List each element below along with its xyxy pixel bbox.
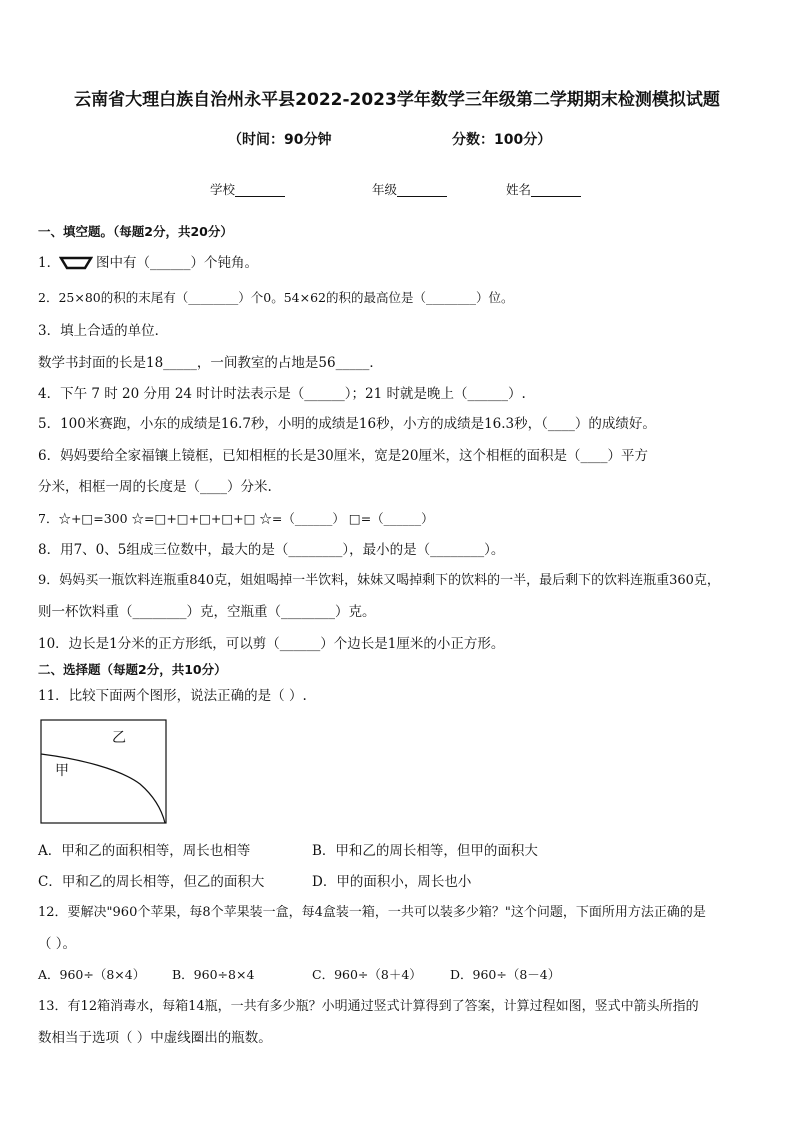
question-10: 10．边长是1分米的正方形纸，可以剪（______）个边长是1厘米的小正方形。 (38, 636, 505, 652)
school-blank[interactable] (235, 182, 285, 197)
exam-score: 分数：100分） (452, 132, 552, 148)
grade-blank[interactable] (397, 182, 447, 197)
grade-label: 年级 (372, 182, 398, 197)
question-1-number: 1． (38, 255, 61, 271)
page-title: 云南省大理白族自治州永平县2022-2023学年数学三年级第二学期期末检测模拟试题 (74, 90, 720, 110)
name-blank[interactable] (531, 182, 581, 197)
question-3-line: 数学书封面的长是18_____，一间教室的占地是56_____． (38, 355, 383, 371)
question-13-line-2: 数相当于选项（ ）中虚线圈出的瓶数。 (38, 1030, 272, 1046)
q11-option-b[interactable]: B．甲和乙的周长相等，但甲的面积大 (312, 843, 538, 859)
section-2-heading: 二、选择题（每题2分，共10分） (38, 662, 227, 677)
question-7: 7．☆+□=300 ☆=□+□+□+□+□ ☆=（______） □=（______） (38, 511, 434, 526)
q11-option-a[interactable]: A．甲和乙的面积相等，周长也相等 (38, 843, 251, 859)
figure-label-a: 甲 (55, 763, 69, 779)
name-label: 姓名 (506, 182, 532, 197)
question-6-line-1: 6．妈妈要给全家福镶上镜框，已知相框的长是30厘米，宽是20厘米，这个相框的面积是（____）平方 (38, 448, 648, 464)
q12-option-d[interactable]: D．960÷（8－4） (450, 967, 561, 982)
question-8: 8．用7、0、5组成三位数中，最大的是（________），最小的是（________）。 (38, 542, 505, 558)
question-12-line-2: （ ）。 (38, 936, 77, 952)
exam-time: （时间：90分钟 (228, 132, 332, 148)
question-12-line-1: 12．要解决"960个苹果，每8个苹果装一盒，每4盒装一箱，一共可以装多少箱？"这个问题，下面所用方法正确的是 (38, 905, 706, 920)
figure-label-b: 乙 (112, 730, 126, 746)
school-label: 学校 (210, 182, 236, 197)
q12-option-a[interactable]: A．960÷（8×4） (38, 967, 146, 982)
q12-option-b[interactable]: B．960÷8×4 (172, 967, 255, 982)
question-11: 11．比较下面两个图形，说法正确的是（ ）. (38, 688, 307, 704)
section-1-heading: 一、填空题。（每题2分，共20分） (38, 224, 233, 239)
name-field (506, 180, 581, 200)
question-1-text: 图中有（______）个钝角。 (96, 255, 258, 271)
grade-field (372, 180, 447, 200)
trapezoid-icon (59, 256, 93, 270)
q12-option-c[interactable]: C．960÷（8＋4） (312, 967, 422, 982)
q11-option-d[interactable]: D．甲的面积小，周长也小 (312, 874, 472, 890)
question-4: 4．下午 7 时 20 分用 24 时计时法表示是（______）；21 时就是晚上（______）. (38, 386, 526, 402)
school-field (210, 180, 285, 200)
question-9-line-2: 则一杯饮料重（________）克，空瓶重（________）克。 (38, 604, 376, 620)
question-2: 2．25×80的积的末尾有（________）个0。54×62的积的最高位是（________）位。 (38, 290, 514, 305)
question-6-line-2: 分米，相框一周的长度是（____）分米. (38, 479, 272, 495)
q11-option-c[interactable]: C．甲和乙的周长相等，但乙的面积大 (38, 874, 265, 890)
question-13-line-1: 13．有12箱消毒水，每箱14瓶，一共有多少瓶？小明通过竖式计算得到了答案，计算过程如图，竖式中箭头所指的 (38, 999, 699, 1014)
question-5: 5．100米赛跑，小东的成绩是16.7秒，小明的成绩是16秒，小方的成绩是16.3秒，（____）的成绩好。 (38, 416, 656, 432)
question-9-line-1: 9．妈妈买一瓶饮料连瓶重840克，姐姐喝掉一半饮料，妹妹又喝掉剩下的饮料的一半，最后剩下的饮料连瓶重360克， (38, 573, 720, 588)
question-3: 3．填上合适的单位． (38, 323, 169, 339)
